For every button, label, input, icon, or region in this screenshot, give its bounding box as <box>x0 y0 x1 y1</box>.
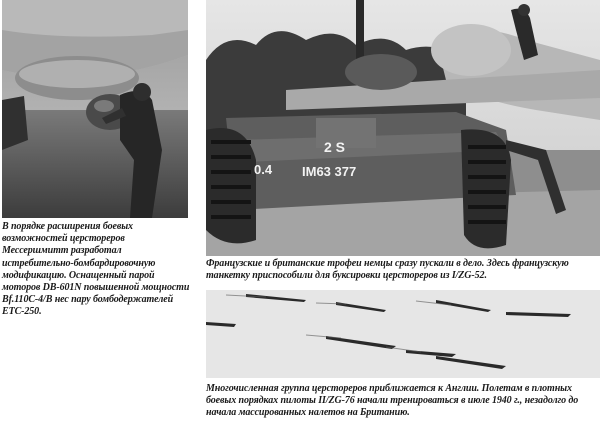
photo-tankette-image <box>206 0 600 256</box>
tank-marking-front: 0.4 <box>254 162 273 177</box>
caption-bottom-photo: Многочисленная группа церстореров приближается к Англии. Полетам в плотных боевых порядках пилоты II/ZG-76 начали тренироваться в июле 1940 г., незадолго до начала массированных налетов на Британию. <box>206 383 579 419</box>
caption-right-photo: Французские и британские трофеи немцы сразу пускали в дело. Здесь французскую танкетку приспособили для буксировки церстореров из I/ZG-52. <box>206 258 569 282</box>
caption-left-photo: В порядке расширения боевых возможностей церстореров Мессершмитт разработал истребительно-бомбардировочную модификацию. Оснащенный парой моторов DB-601N повышенной мощности Bf.110С-4/В нес пару бомбодержателей ЕТС-250. <box>2 221 190 318</box>
photo-tankette-towing-aircraft <box>206 0 600 256</box>
tank-marking-hull: IM63 377 <box>302 164 357 179</box>
photo-aircraft-formation <box>206 290 600 378</box>
photo-aircraft-formation-image <box>206 290 600 378</box>
tank-marking-turret: 2 S <box>324 139 346 155</box>
photo-aircraft-bomb-loading-image <box>2 0 188 218</box>
photo-aircraft-bomb-loading <box>2 0 188 218</box>
